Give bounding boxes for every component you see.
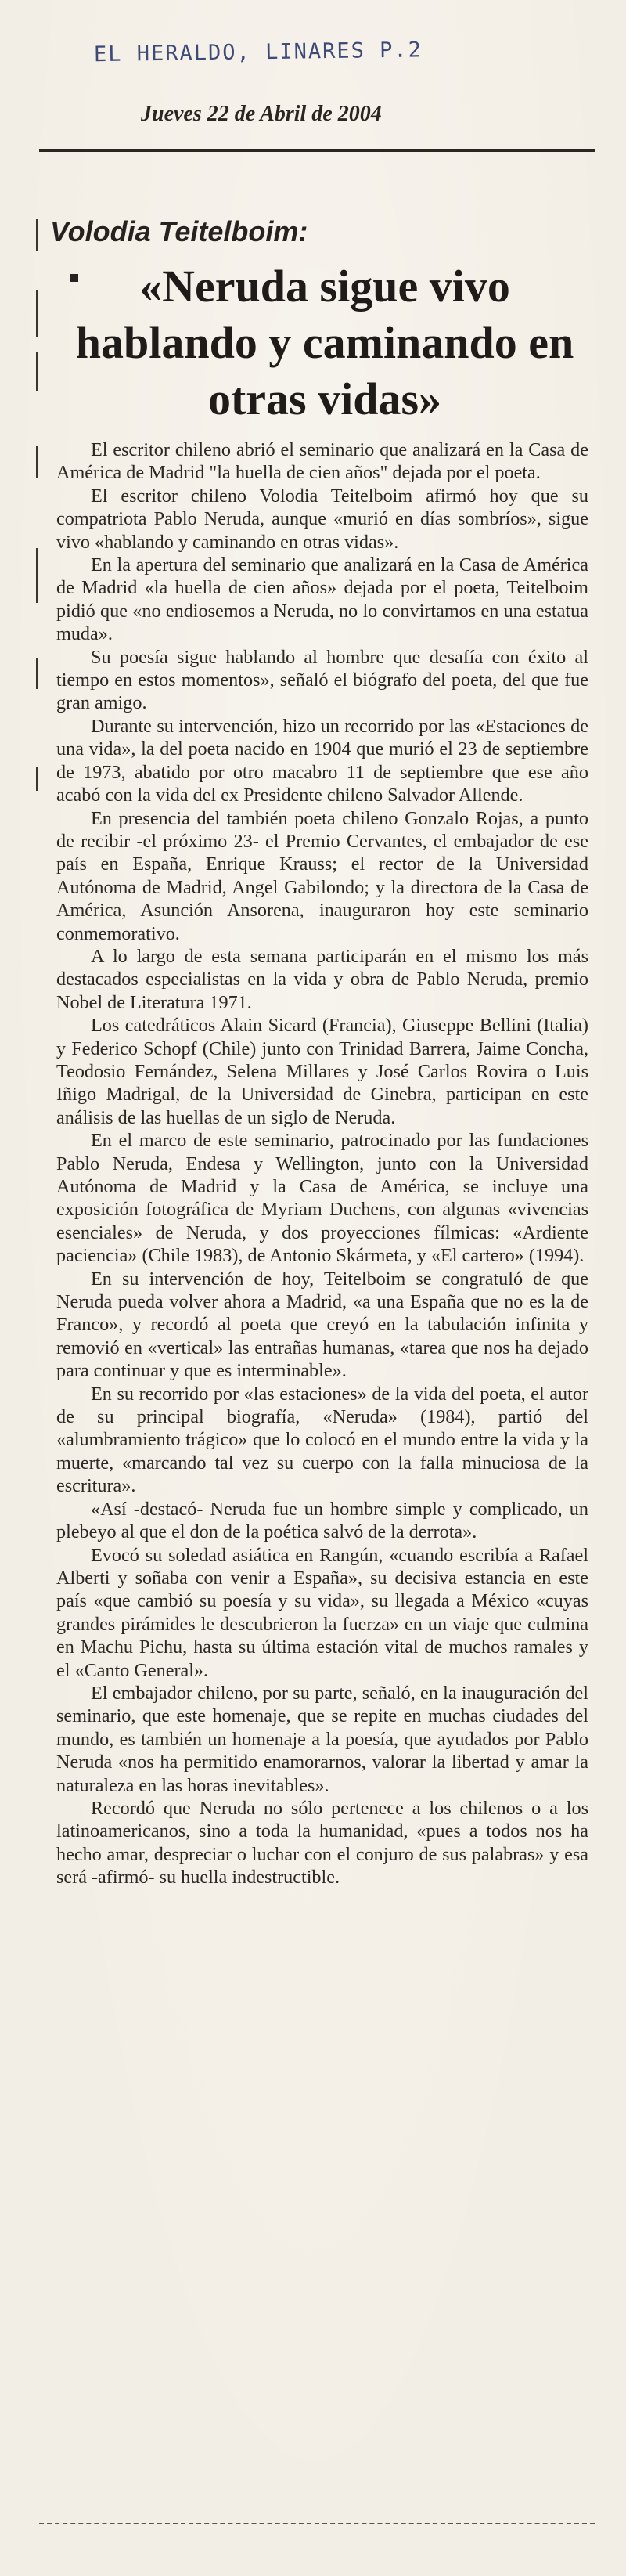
article-body bbox=[56, 438, 588, 1889]
body-paragraph: En presencia del también poeta chileno Gonzalo Rojas, a punto de recibir -el próximo 23- el Premio Cervantes, el embajador de ese país en España, Enrique Krauss; el rector de la Universidad Autónoma de Madrid, Angel Gabilondo; y la directora de la Casa de América, Asunción Ansorena, inauguraron hoy este seminario conmemorativo. bbox=[56, 807, 588, 944]
body-paragraph: El escritor chileno Volodia Teitelboim afirmó hoy que su compatriota Pablo Neruda, aunque «murió en días sombríos», sigue vivo «hablando y caminando en otras vidas». bbox=[56, 485, 588, 553]
body-paragraph: Durante su intervención, hizo un recorrido por las «Estaciones de una vida», la del poeta nacido en 1904 que murió el 23 de septiembre de 1973, abatido por otro macabro 11 de septiembre que ese año acabó con la vida del ex Presidente chileno Salvador Allende. bbox=[56, 715, 588, 806]
body-paragraph: El embajador chileno, por su parte, señaló, en la inauguración del seminario, que este homenaje, que se repite en muchas ciudades del mundo, es también un homenaje a la poesía, que ayudados por Pablo Neruda «nos ha permitido enamorarnos, valorar la libertad y amar la naturaleza en las horas inevitables». bbox=[56, 1682, 588, 1796]
handwritten-source-note: EL HERALDO, LINARES P.2 bbox=[93, 38, 423, 67]
article-clipping bbox=[39, 23, 595, 2553]
article-headline: «Neruda sigue vivo hablando y caminando en otras vidas» bbox=[75, 261, 574, 424]
body-paragraph: Evocó su soledad asiática en Rangún, «cuando escribía a Rafael Alberti y soñaba con venir a España», su decisiva estancia en este país «que cambió su poesía y su vida», su llegada a México «cuyas grandes pirámides le descubrieron la fuerza» en un viaje que culmina en Machu Pichu, hasta su última estación vital de muchos ramales y el «Canto General». bbox=[56, 1544, 588, 1681]
article-dateline: Jueves 22 de Abril de 2004 bbox=[141, 102, 382, 126]
body-paragraph: En su recorrido por «las estaciones» de la vida del poeta, el autor de su principal biografía, «Neruda» (1984), partió del «alumbramiento trágico» que lo colocó en el mundo entre la vida y la muerte, «marcando tal vez su cuerpo con la falla minuciosa de la escritura». bbox=[56, 1383, 588, 1497]
body-paragraph: «Así -destacó- Neruda fue un hombre simple y complicado, un plebeyo al que el don de la poética salvó de la derrota». bbox=[56, 1498, 588, 1543]
body-paragraph: En la apertura del seminario que analizará en la Casa de América de Madrid «la huella de cien años» dejada por el poeta, Teitelboim pidió que «no endiosemos a Neruda, no lo convirtamos en una estatua muda». bbox=[56, 554, 588, 645]
top-rule bbox=[39, 149, 595, 152]
body-paragraph: El escritor chileno abrió el seminario que analizará en la Casa de América de Madrid "la huella de cien años" dejada por el poeta. bbox=[56, 439, 588, 484]
bottom-cut-line bbox=[39, 2523, 595, 2524]
body-paragraph: Los catedráticos Alain Sicard (Francia), Giuseppe Bellini (Italia) y Federico Schopf (Chile) junto con Trinidad Barrera, Jaime Concha, Teodosio Fernández, Selena Millares y José Carlos Rovira o Luis Iñigo Madrigal, de la Universidad de Ginebra, participan en este análisis de las huellas de un siglo de Neruda. bbox=[56, 1015, 588, 1128]
body-paragraph: En el marco de este seminario, patrocinado por las fundaciones Pablo Neruda, Endesa y Wellington, junto con la Universidad Autónoma de Madrid y la Casa de América, se incluye una exposición fotográfica de Myriam Duchens, con algunas «vivencias esenciales» de Neruda, y dos proyecciones fílmicas: «Ardiente paciencia» (Chile 1983), de Antonio Skármeta, y «El cartero» (1994). bbox=[56, 1130, 588, 1267]
article-kicker: Volodia Teitelboim: bbox=[50, 215, 308, 247]
body-paragraph: Su poesía sigue hablando al hombre que desafía con éxito al tiempo en estos momentos», señaló el biógrafo del poeta, del que fue gran amigo. bbox=[56, 646, 588, 714]
body-paragraph: A lo largo de esta semana participarán en el mismo los más destacados especialistas en la vida y obra de Pablo Neruda, premio Nobel de Literatura 1971. bbox=[56, 945, 588, 1013]
body-paragraph: Recordó que Neruda no sólo pertenece a los chilenos o a los latinoamericanos, sino a toda la humanidad, «pues a todos nos ha hecho amar, despreciar o luchar con el conjuro de sus palabras» y esa será -afirmó- su huella indestructible. bbox=[56, 1797, 588, 1889]
body-paragraph: En su intervención de hoy, Teitelboim se congratuló de que Neruda pueda volver ahora a Madrid, «a una España que no es la de Franco», y recordó al poeta que creyó en la tabulación infinita y removió en «vertical» las entrañas humanas, «tarea que nos ha dejado para continuar y que es interminable». bbox=[56, 1268, 588, 1382]
left-margin-marks bbox=[36, 219, 41, 2490]
